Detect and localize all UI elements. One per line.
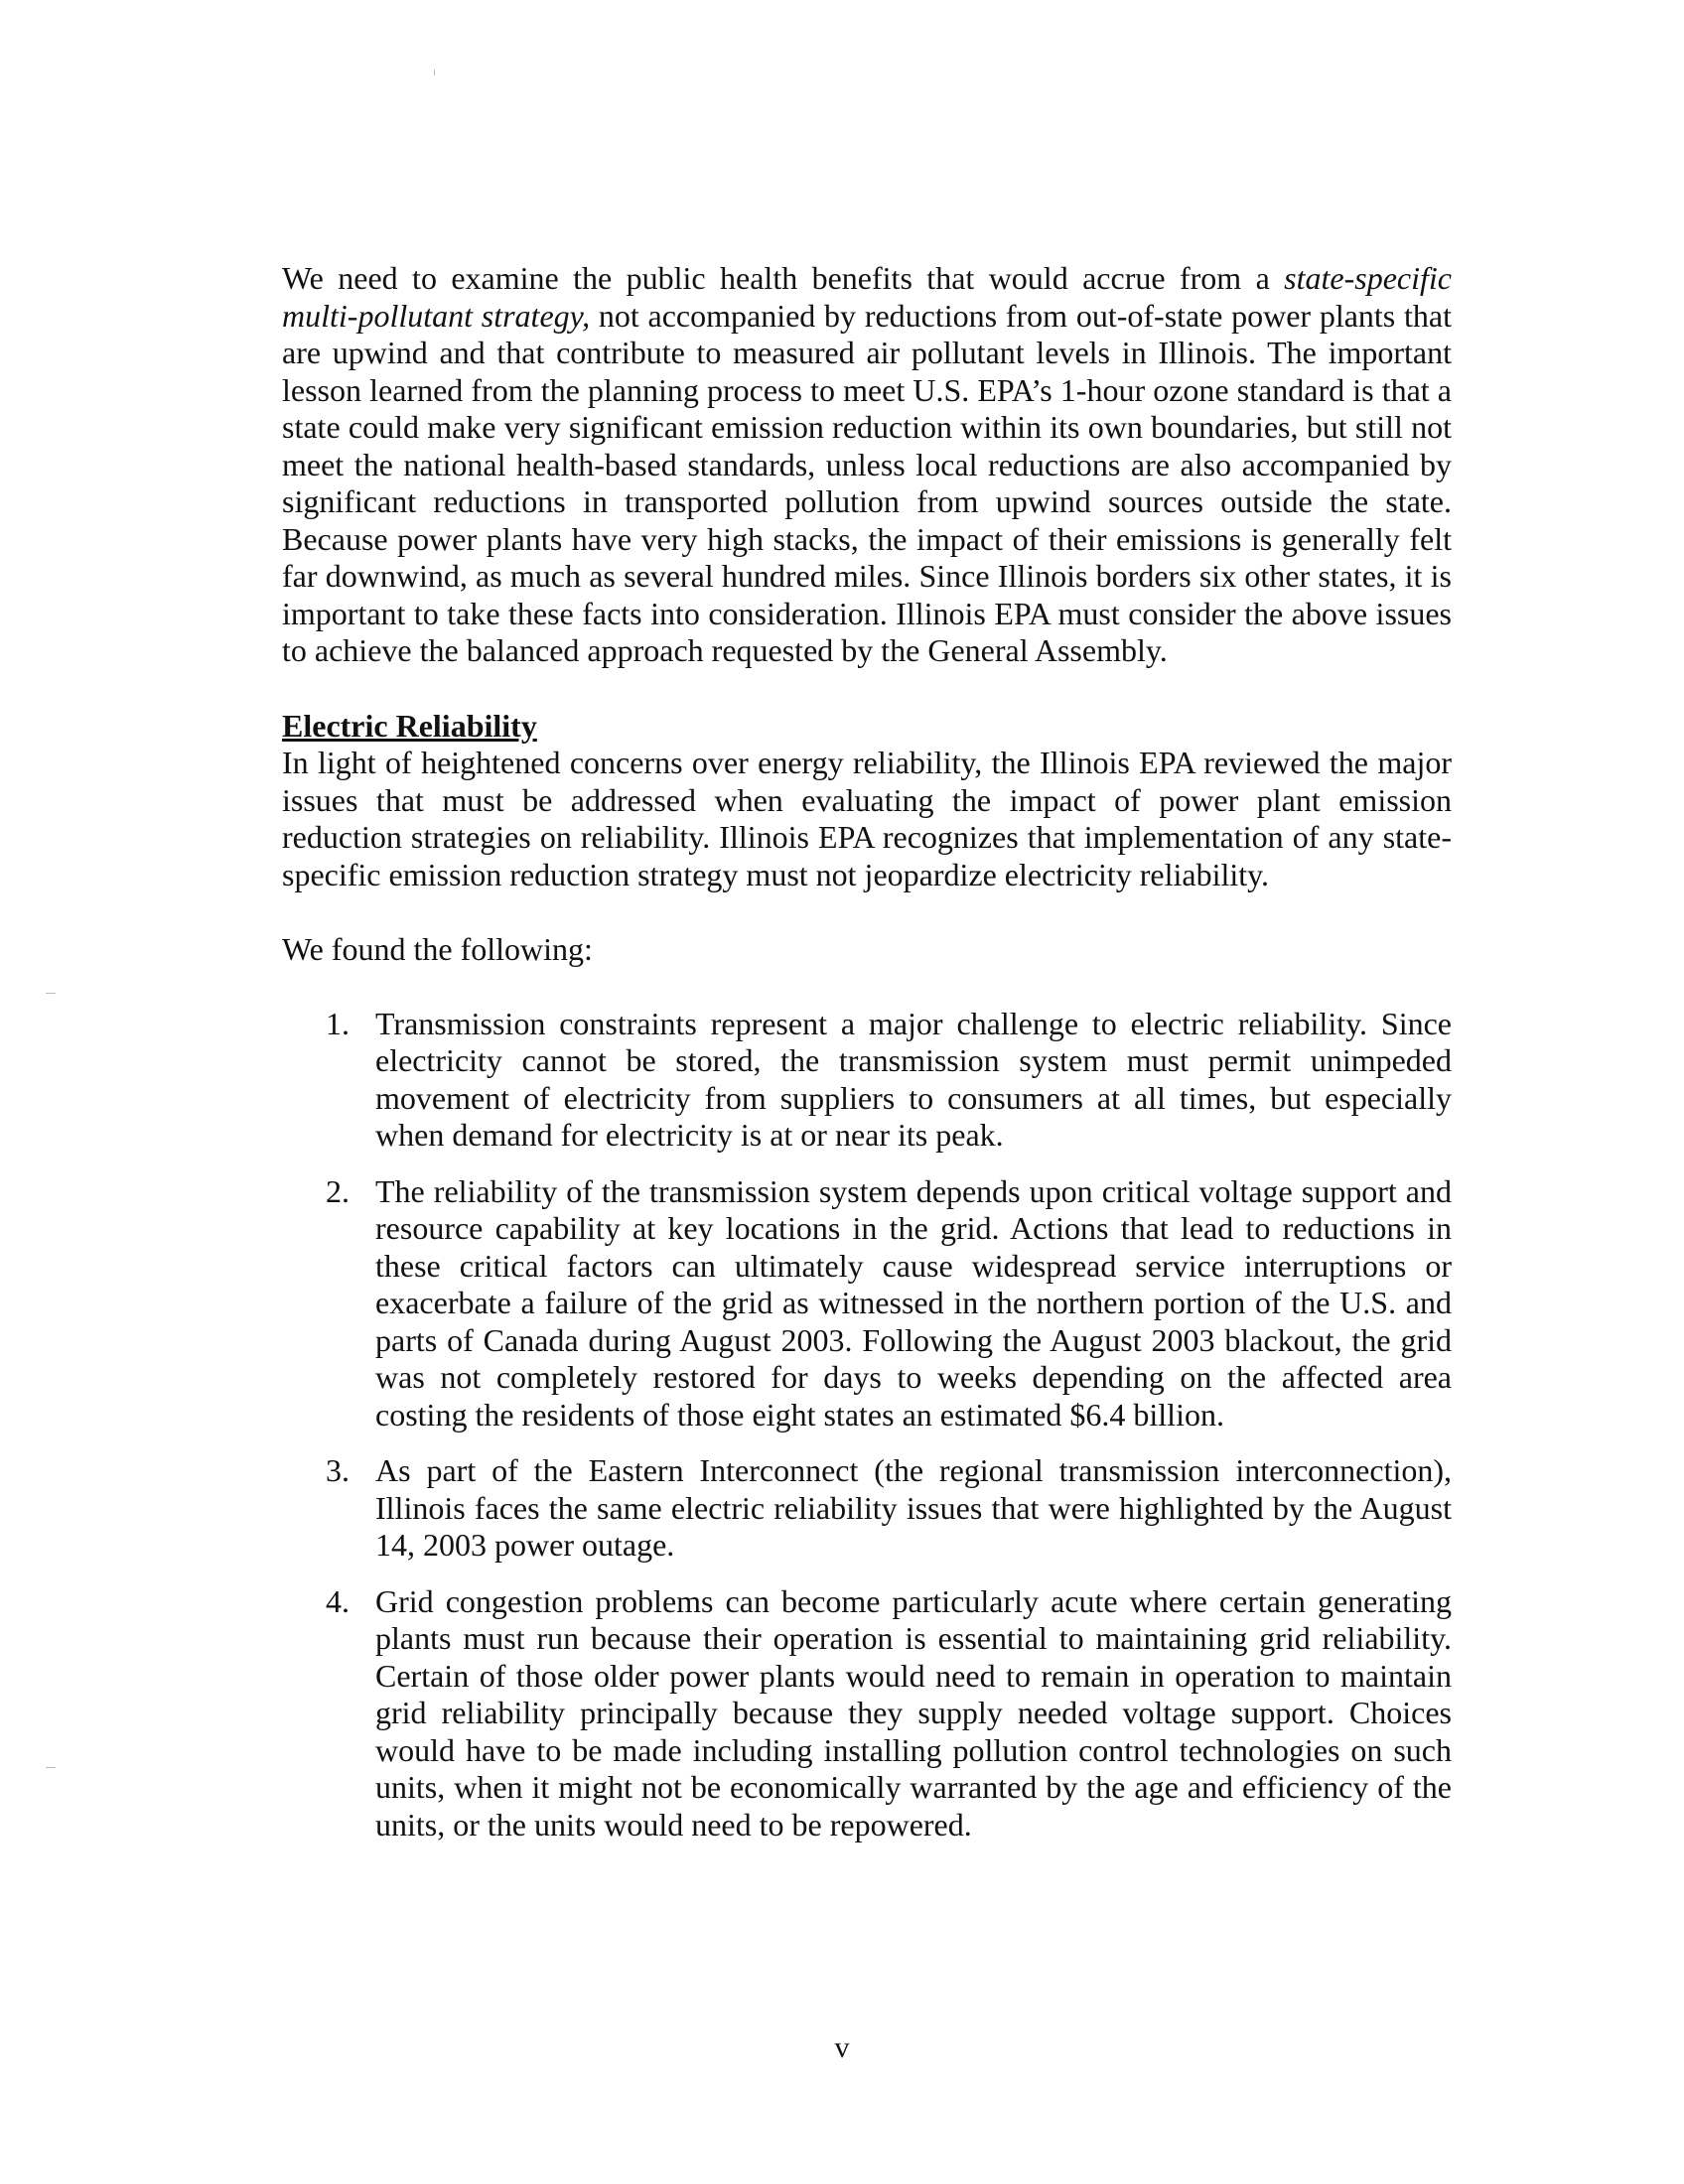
intro-text-start: We need to examine the public health benefits that would accrue from a	[282, 260, 1285, 296]
finding-text: Transmission constraints represent a major challenge to electric reliability. Since electricity cannot be stored, the transmission system must permit unimpeded movement of electricity from suppliers to consumers at all times, but especially when demand for electricity is at or near its peak.	[375, 1005, 1452, 1153]
finding-item	[282, 1452, 1452, 1565]
intro-emphasis: state-specific multi-pollutant strategy,	[282, 260, 1452, 334]
page-number: v	[834, 2031, 850, 2064]
section-heading: Electric Reliability	[282, 707, 537, 744]
scan-speck	[434, 69, 435, 75]
finding-item	[282, 1006, 1452, 1155]
findings-lead-in: We found the following:	[282, 931, 593, 967]
finding-item	[282, 1583, 1452, 1844]
finding-number: 1.	[326, 1005, 350, 1041]
finding-item	[282, 1173, 1452, 1434]
findings-list	[282, 1006, 1452, 1844]
reliability-paragraph: In light of heightened concerns over energy reliability, the Illinois EPA reviewed the major issues that must be addressed when evaluating the impact of power plant emission reduction strategies on reliability. Illinois EPA recognizes that implementation of any state-specific emission reduction strategy must not jeopardize electricity reliability.	[282, 745, 1452, 892]
intro-paragraph	[282, 260, 1452, 670]
finding-number: 3.	[326, 1452, 350, 1488]
finding-number: 2.	[326, 1172, 350, 1209]
finding-text: Grid congestion problems can become particularly acute where certain generating plants must run because their operation is essential to maintaining grid reliability. Certain of those older power plants would need to remain in operation to maintain grid reliability principally because they supply needed voltage support. Choices would have to be made including installing pollution control technologies on such units, when it might not be economically warranted by the age and efficiency of the units, or the units would need to be repowered.	[375, 1582, 1452, 1843]
page-body	[282, 260, 1452, 1862]
intro-text-end: not accompanied by reductions from out-of-state power plants that are upwind and that contribute to measured air pollutant levels in Illinois. The important lesson learned from the planning process to meet U.S. EPA’s 1-hour ozone standard is that a state could make very significant emission reduction within its own boundaries, but still not meet the national health-based standards, unless local reductions are also accompanied by significant reductions in transported pollution from upwind sources outside the state. Because power plants have very high stacks, the impact of their emissions is generally felt far downwind, as much as several hundred miles. Since Illinois borders six other states, it is important to take these facts into consideration. Illinois EPA must consider the above issues to achieve the balanced approach requested by the General Assembly.	[282, 297, 1453, 668]
scan-speck	[46, 993, 56, 994]
scan-speck	[46, 1767, 56, 1768]
finding-number: 4.	[326, 1582, 350, 1619]
finding-text: As part of the Eastern Interconnect (the regional transmission interconnection), Illinois faces the same electric reliability issues that were highlighted by the August 14, 2003 power outage.	[375, 1452, 1452, 1563]
finding-text: The reliability of the transmission system depends upon critical voltage support and resource capability at key locations in the grid. Actions that lead to reductions in these critical factors can ultimately cause widespread service interruptions or exacerbate a failure of the grid as witnessed in the northern portion of the U.S. and parts of Canada during August 2003. Following the August 2003 blackout, the grid was not completely restored for days to weeks depending on the affected area costing the residents of those eight states an estimated $6.4 billion.	[375, 1172, 1452, 1433]
